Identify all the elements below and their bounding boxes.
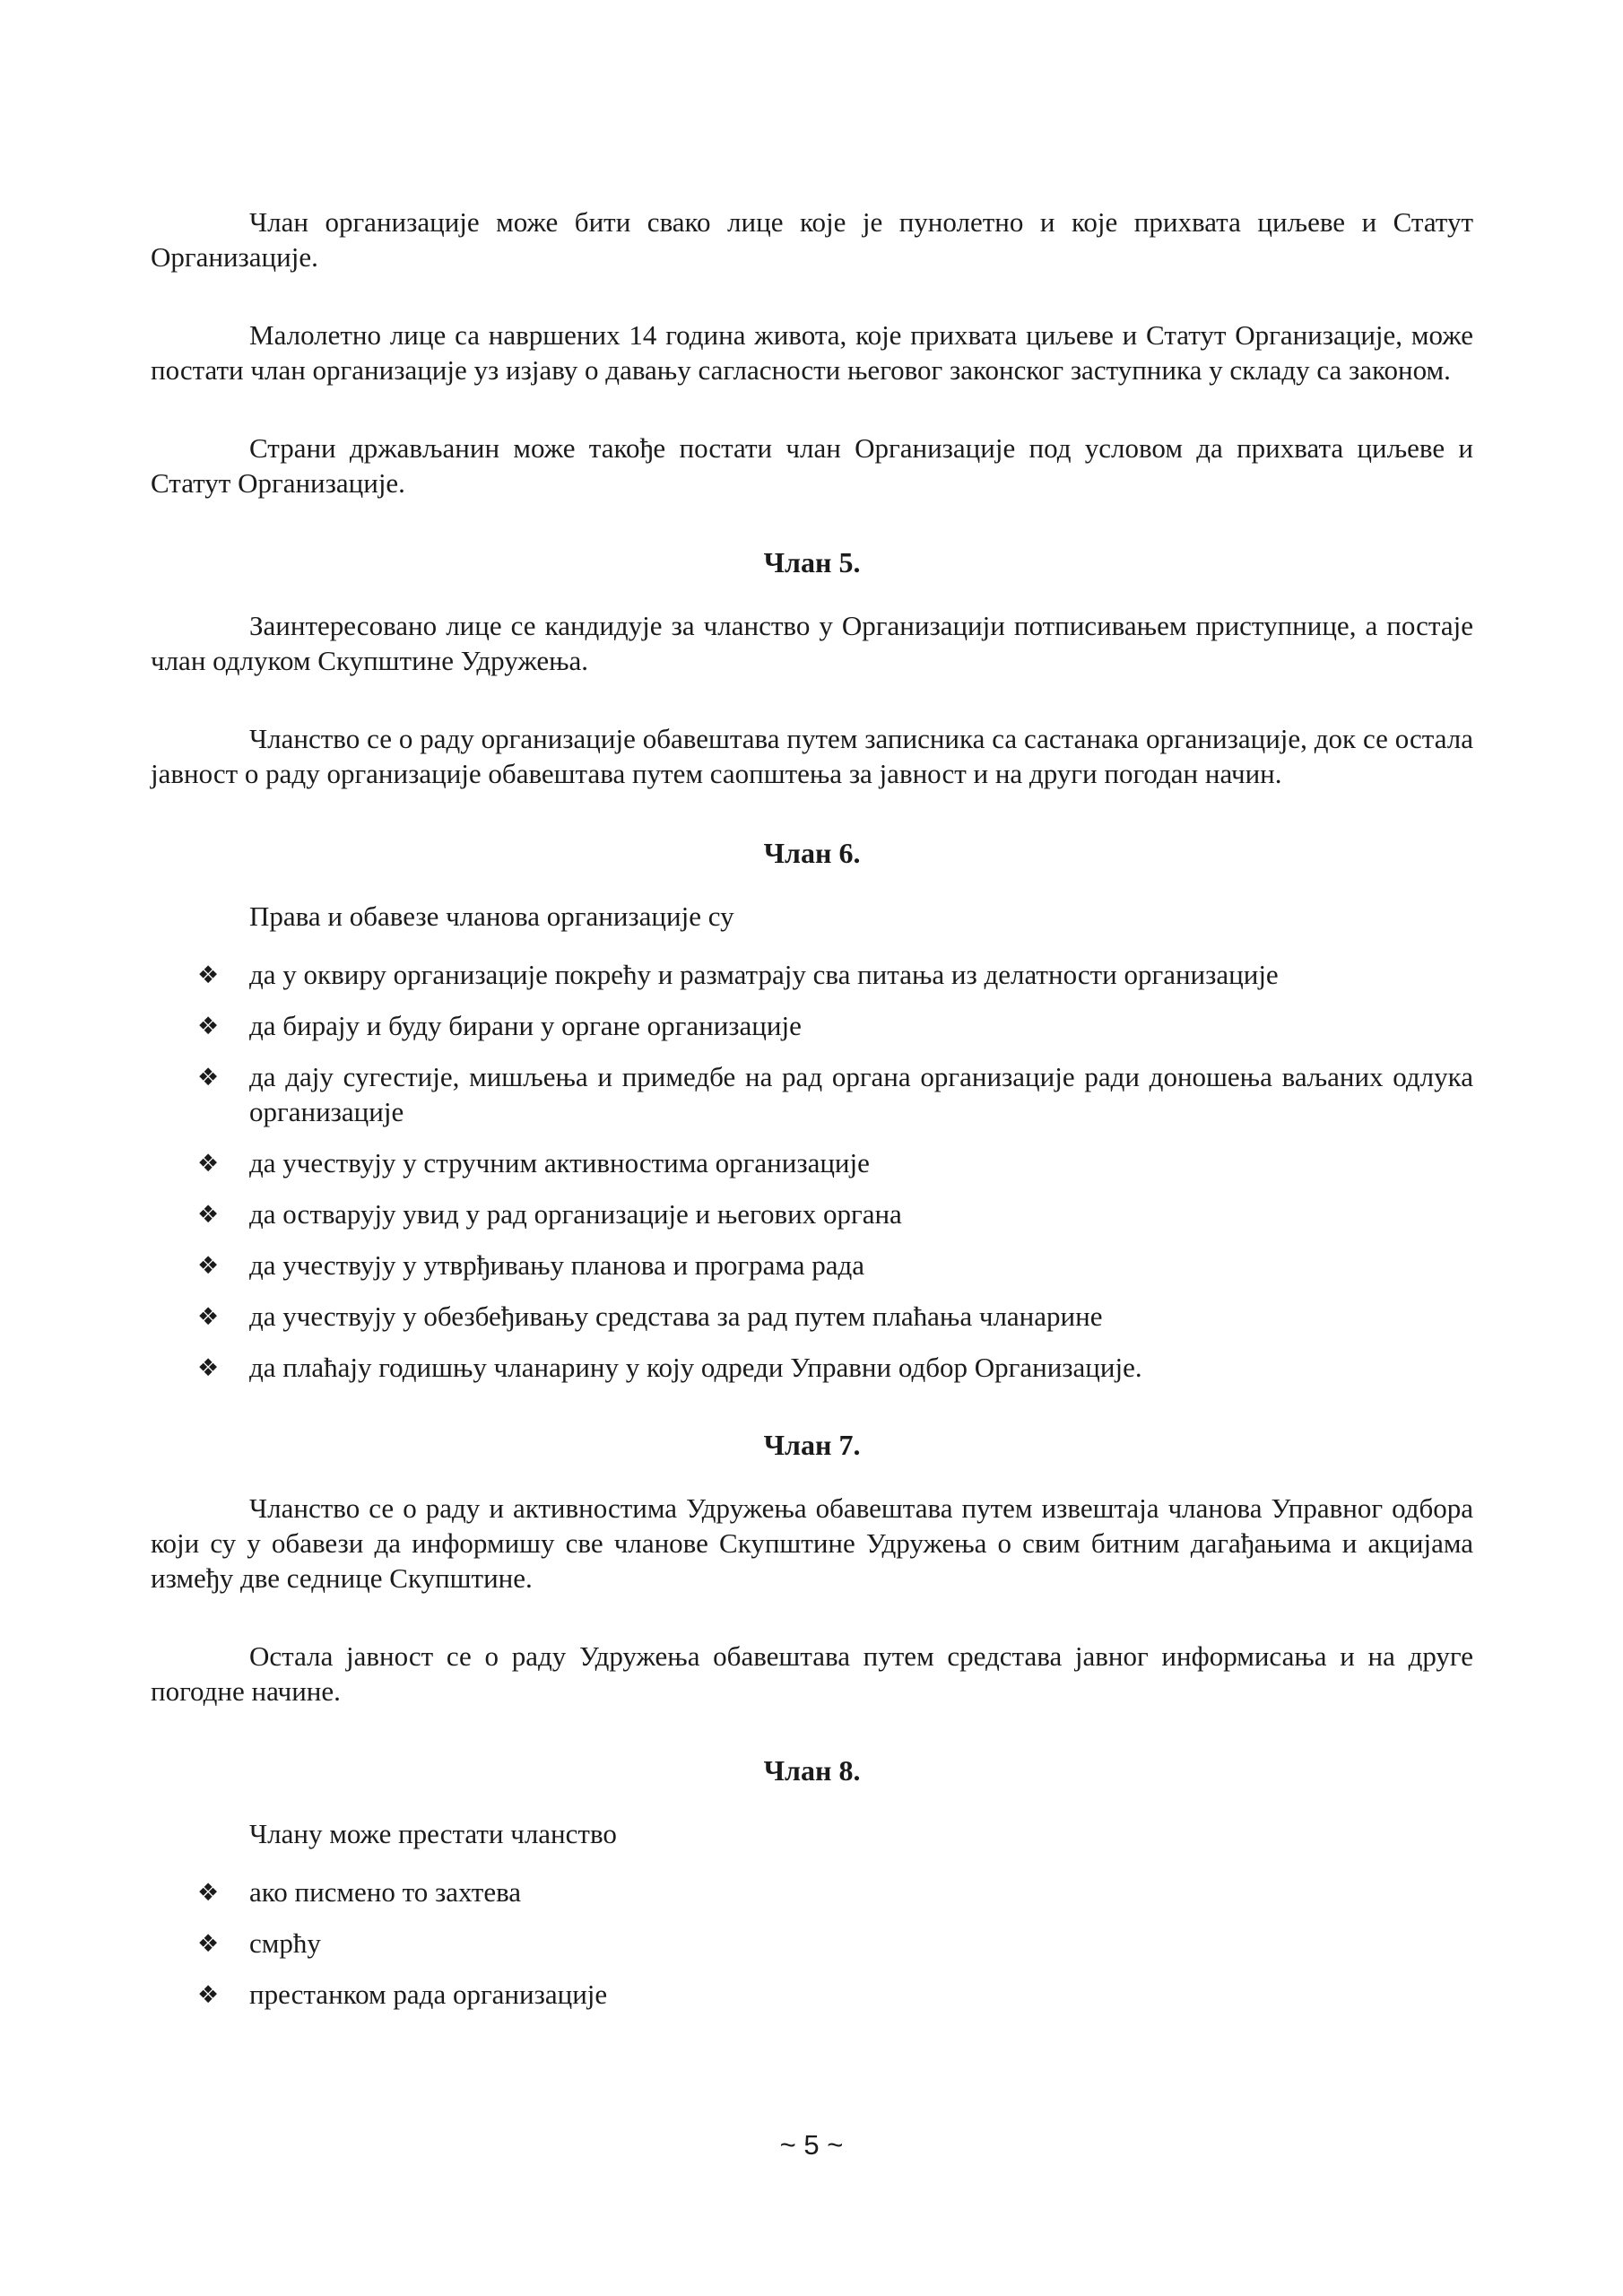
diamond-bullet-icon: ❖	[197, 1201, 220, 1229]
diamond-bullet-icon: ❖	[197, 1064, 220, 1091]
bullet-text: да учествују у стручним активностима организације	[249, 1147, 870, 1178]
diamond-bullet-icon: ❖	[197, 961, 220, 989]
paragraph: Остала јавност се о раду Удружења обавештава путем средстава јавног информисања и на друге погодне начине.	[151, 1640, 1473, 1707]
bullet-text: да бирају и буду бирани у органе организације	[249, 1010, 802, 1041]
bullet-text: да у оквиру организације покрећу и разматрају сва питања из делатности организације	[249, 959, 1279, 990]
article-7-heading: Члан 7.	[763, 1429, 861, 1461]
member-rights-bullet-list	[151, 957, 1473, 1385]
paragraph: Права и обавезе чланова организације су	[249, 900, 734, 932]
page-content	[151, 0, 1473, 2028]
diamond-bullet-icon: ❖	[197, 1879, 220, 1907]
diamond-bullet-icon: ❖	[197, 1930, 220, 1958]
article-6-heading: Члан 6.	[763, 837, 861, 869]
bullet-text: смрћу	[249, 1927, 321, 1959]
bullet-item	[151, 1977, 1473, 2012]
paragraph: Члан организације може бити свако лице које је пунолетно и које прихвата циљеве и Статут Организације.	[151, 206, 1473, 273]
diamond-bullet-icon: ❖	[197, 1981, 220, 2009]
article-5-heading: Члан 5.	[763, 546, 861, 578]
bullet-item	[151, 1874, 1473, 1909]
bullet-text: да учествују у обезбеђивању средстава за рад путем плаћања чланарине	[249, 1300, 1103, 1332]
paragraph: Члану може престати чланство	[249, 1818, 617, 1849]
diamond-bullet-icon: ❖	[197, 1303, 220, 1331]
bullet-item	[151, 957, 1473, 992]
bullet-text: престанком рада организације	[249, 1979, 608, 2010]
bullet-item	[151, 1145, 1473, 1180]
bullet-item	[151, 1196, 1473, 1231]
bullet-item	[151, 1248, 1473, 1283]
paragraph: Чланство се о раду организације обавештава путем записника са састанака организације, док се остала јавност о раду организације обавештава путем саопштења за јавност и на други погодан начин.	[151, 723, 1473, 789]
diamond-bullet-icon: ❖	[197, 1252, 220, 1280]
membership-termination-bullet-list	[151, 1874, 1473, 2012]
article-8-heading: Члан 8.	[763, 1754, 861, 1787]
diamond-bullet-icon: ❖	[197, 1354, 220, 1382]
bullet-item	[151, 1059, 1473, 1129]
bullet-text: да дају сугестије, мишљења и примедбе на рад органа организације ради доношења ваљаних одлука организације	[249, 1061, 1473, 1127]
paragraph: Чланство се о раду и активностима Удружења обавештава путем извештаја чланова Управног одбора који су у обавези да информишу све чланове Скупштине Удружења о свим битним дагађањима и акцијама између две седнице Скупштине.	[151, 1492, 1473, 1594]
paragraph: Страни држављанин може такође постати члан Организације под условом да прихвата циљеве и Статут Организације.	[151, 432, 1473, 499]
bullet-text: да учествују у утврђивању планова и програма рада	[249, 1249, 865, 1281]
bullet-text: ако писмено то захтева	[249, 1876, 522, 1908]
diamond-bullet-icon: ❖	[197, 1150, 220, 1178]
paragraph: Заинтересовано лице се кандидује за чланство у Организацији потписивањем приступнице, а постаје члан одлуком Скупштине Удружења.	[151, 610, 1473, 676]
page-number: ~ 5 ~	[779, 2129, 844, 2161]
bullet-item	[151, 1926, 1473, 1961]
bullet-text: да плаћају годишњу чланарину у коју одреди Управни одбор Организације.	[249, 1352, 1142, 1383]
diamond-bullet-icon: ❖	[197, 1013, 220, 1040]
bullet-item	[151, 1299, 1473, 1334]
bullet-item	[151, 1008, 1473, 1043]
bullet-item	[151, 1350, 1473, 1385]
bullet-text: да остварују увид у рад организације и његових органа	[249, 1198, 902, 1230]
paragraph: Малолетно лице са навршених 14 година живота, које прихвата циљеве и Статут Организације, може постати члан организације уз изјаву о давању сагласности његовог законског заступника у складу са законом.	[151, 319, 1473, 386]
